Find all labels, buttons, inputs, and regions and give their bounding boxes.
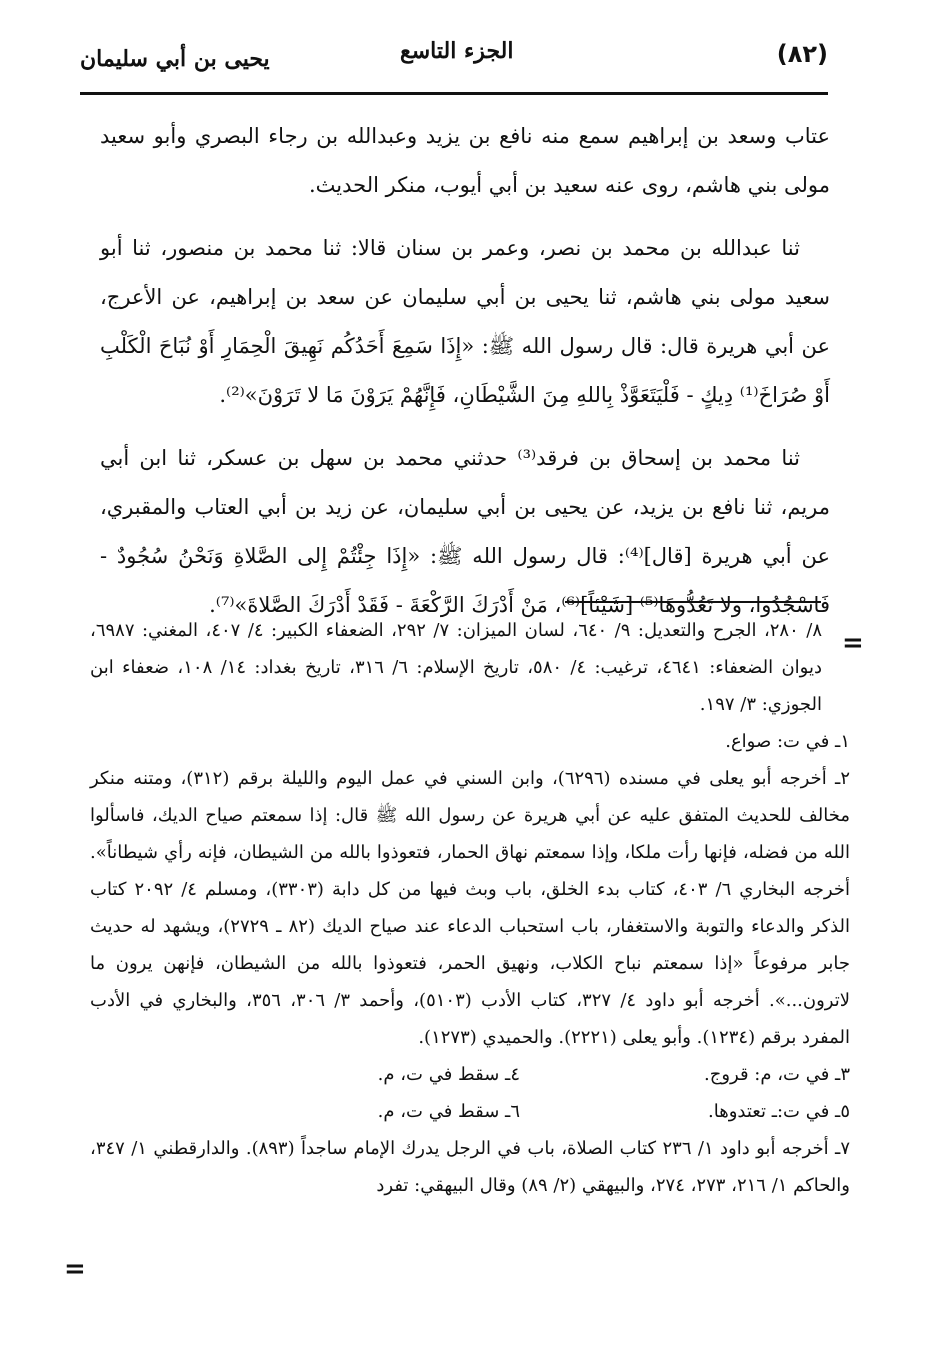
footnote-5: ٥ـ في ت:ـ تعتدوها. bbox=[708, 1101, 850, 1122]
paragraph: ثنا عبدالله بن محمد بن نصر، وعمر بن سنان قالا: ثنا محمد بن منصور، ثنا أبو سعيد مولى بني هاشم، ثنا يحيى بن أبي سليمان عن سعد بن إبراهيم، عن الأعرج، عن أبي هريرة قال: قال رسول الله ﷺ: «إِذَا سَمِعَ أَحَدُكُم نَهِيقَ الْحِمَارِ أَوْ نُبَاحَ الْكَلْبِ أَوْ صُرَاخَ⁽¹⁾ دِيكٍ - فَلْيَتَعَوَّذْ بِاللهِ مِنَ الشَّيْطَانِ، فَإِنَّهُمْ يَرَوْنَ مَا لا تَرَوْنَ»⁽²⁾. bbox=[100, 236, 830, 407]
footnote-row bbox=[90, 1056, 850, 1093]
continuation-mark-top: = bbox=[842, 628, 864, 658]
page-number: (٨٢) bbox=[776, 40, 828, 68]
footnote-1: ١ـ في ت: صواع. bbox=[725, 731, 850, 752]
footnote-7: ٧ـ أخرجه أبو داود ١/ ٢٣٦ كتاب الصلاة، باب في الرجل يدرك الإمام ساجداً (٨٩٣). والدارقطني ١/ ٣٤٧، والحاكم ١/ ٢١٦، ٢٧٣، ٢٧٤، والبيهقي (٢/ ٨٩) وقال البيهقي: تفرد bbox=[90, 1138, 850, 1196]
footnote-6: ٦ـ سقط في ت، م. bbox=[377, 1101, 520, 1122]
paragraph: عتاب وسعد بن إبراهيم سمع منه نافع بن يزيد وعبدالله بن رجاء البصري وأبو سعيد مولى بني هاشم، روى عنه سعيد بن أبي أيوب، منكر الحديث. bbox=[100, 124, 830, 197]
footnote-continuation: ٨/ ٢٨٠، الجرح والتعديل: ٩/ ٦٤٠، لسان الميزان: ٧/ ٢٩٢، الضعفاء الكبير: ٤/ ٤٠٧، المغني: ٦٩٨٧، ديوان الضعفاء: ٤٦٤١، ترغيب: ٤/ ٥٨٠، تاريخ الإسلام: ٦/ ٣١٦، تاريخ بغداد: ١٤/ ١٠٨، ضعفاء ابن الجوزي: ٣/ ١٩٧. bbox=[90, 620, 822, 715]
running-header bbox=[80, 34, 828, 94]
footnote-rule bbox=[565, 601, 821, 603]
continuation-mark-bottom: = bbox=[64, 1254, 86, 1284]
footnote-3: ٣ـ في ت، م: قروج. bbox=[704, 1064, 850, 1085]
book-part-title: الجزء التاسع bbox=[400, 38, 514, 64]
footnote-4: ٤ـ سقط في ت، م. bbox=[377, 1064, 520, 1085]
main-text bbox=[100, 112, 830, 644]
section-title: يحيى بن أبي سليمان bbox=[80, 46, 270, 72]
header-rule bbox=[80, 92, 828, 95]
footnote-row bbox=[90, 1093, 850, 1130]
footnote-2: ٢ـ أخرجه أبو يعلى في مسنده (٦٢٩٦)، وابن السني في عمل اليوم والليلة برقم (٣١٢)، ومتنه منكر مخالف للحديث المتفق عليه عن أبي هريرة عن رسول الله ﷺ قال: إذا سمعتم صياح الديك، فاسألوا الله من فضله، فإنها رأت ملكا، وإذا سمعتم نهاق الحمار، فتعوذوا بالله من الشيطان، فإنه رأي شيطاناً». أخرجه البخاري ٦/ ٤٠٣، كتاب بدء الخلق، باب وبث فيها من كل دابة (٣٣٠٣)، ومسلم ٤/ ٢٠٩٢ كتاب الذكر والدعاء والتوبة والاستغفار، باب استحباب الدعاء عند صياح الديك (٨٢ ـ ٢٧٢٩)، ويشهد له حديث جابر مرفوعاً «إذا سمعتم نباح الكلاب، ونهيق الحمر، فتعوذوا بالله من الشيطان، فإنهن يرون ما لاترون...». أخرجه أبو داود ٤/ ٣٢٧، كتاب الأدب (٥١٠٣)، وأحمد ٣/ ٣٠٦، ٣٥٦، والبخاري في الأدب المفرد برقم (١٢٣٤). وأبو يعلى (٢٢٢١). والحميدي (١٢٧٣). bbox=[90, 768, 851, 1048]
paragraph: ثنا محمد بن إسحاق بن فرقد⁽³⁾ حدثني محمد بن سهل بن عسكر، ثنا ابن أبي مريم، ثنا نافع بن يزيد، عن يحيى بن أبي سليمان، عن زيد بن أبي العتاب والمقبري، عن أبي هريرة [قال]⁽⁴⁾: قال رسول الله ﷺ: «إِذَا جِئْتُمْ إِلى الصَّلاةِ وَنَحْنُ سُجُودٌ - فَاسْجُدُوا، ولا تَعُدُّوهَا⁽⁵⁾ [شَيْئاً]⁽⁶⁾، مَنْ أَدْرَكَ الرَّكْعَةَ - فَقَدْ أَدْرَكَ الصَّلاةَ»⁽⁷⁾. bbox=[100, 446, 830, 617]
footnotes bbox=[90, 612, 850, 1204]
